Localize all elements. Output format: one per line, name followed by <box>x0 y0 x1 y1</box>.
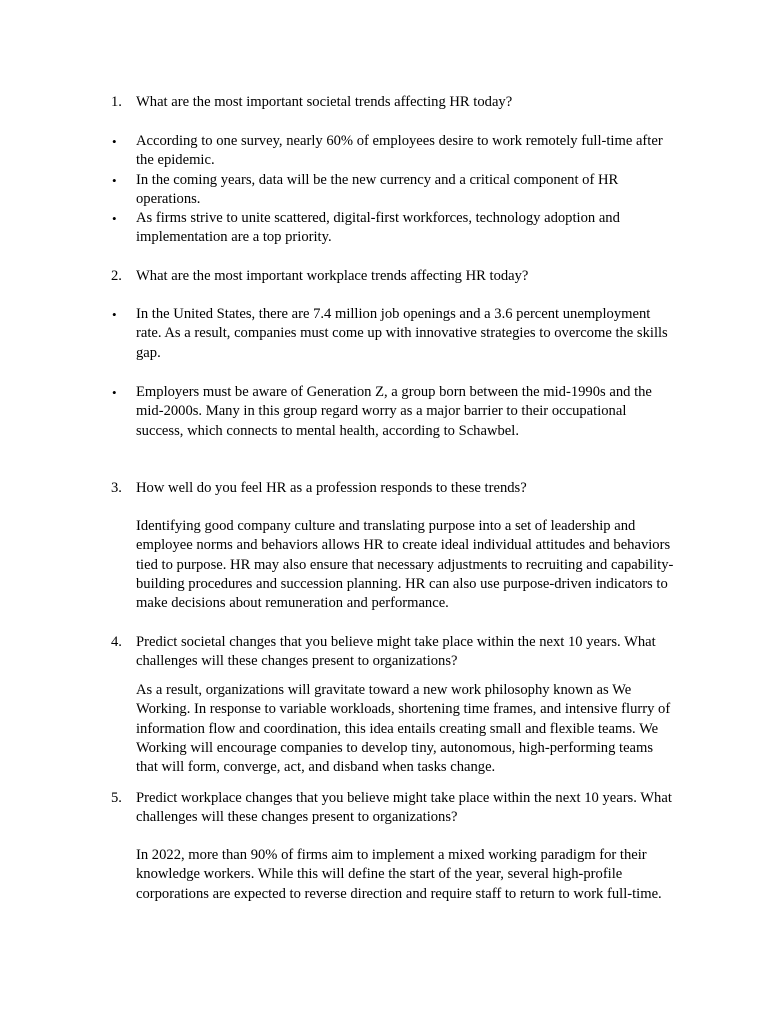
bullet-glyph: • <box>112 385 117 400</box>
bullet-glyph: • <box>112 134 117 149</box>
q1-bullet-1: According to one survey, nearly 60% of employees desire to work remotely full-time after the epidemic. <box>136 133 663 169</box>
question-2-text: What are the most important workplace trends affecting HR today? <box>136 268 529 284</box>
question-5-text: Predict workplace changes that you believe might take place within the next 10 years. What challenges will these changes present to organizations? <box>136 790 672 826</box>
question-1-text: What are the most important societal trends affecting HR today? <box>136 94 513 110</box>
answer-5-paragraph: In 2022, more than 90% of firms aim to implement a mixed working paradigm for their knowledge workers. While this will define the start of the year, several high-profile corporations are expected to reverse direction and require staff to return to work full-time. <box>136 847 662 902</box>
question-3-text: How well do you feel HR as a profession responds to these trends? <box>136 480 527 496</box>
q2-bullet-1: In the United States, there are 7.4 million job openings and a 3.6 percent unemployment rate. As a result, companies must come up with innovative strategies to overcome the skills gap. <box>136 306 668 361</box>
bullet-glyph: • <box>112 211 117 226</box>
answer-4-paragraph: As a result, organizations will gravitate toward a new work philosophy known as We Working. In response to variable workloads, shortening time frames, and intensive flurry of information flow and coordination, this idea entails creating small and flexible teams. We Working will encourage companies to develop tiny, autonomous, high-performing teams that will form, converge, act, and disband when tasks change. <box>136 682 671 776</box>
question-4-number: 4. <box>111 634 122 650</box>
q2-bullet-2: Employers must be aware of Generation Z, a group born between the mid-1990s and the mid-2000s. Many in this group regard worry as a major barrier to their occupational success, which connects to mental health, according to Schawbel. <box>136 384 652 439</box>
question-3-number: 3. <box>111 480 122 496</box>
question-2-number: 2. <box>111 268 122 284</box>
bullet-glyph: • <box>112 307 117 322</box>
answer-3-paragraph: Identifying good company culture and translating purpose into a set of leadership and employee norms and behaviors allows HR to create ideal individual attitudes and behaviors tied to purpose. HR may also ensure that necessary adjustments to recruiting and capability-building procedures and succession planning. HR can also use purpose-driven indicators to make decisions about remuneration and performance. <box>136 518 674 612</box>
question-5-number: 5. <box>111 790 122 806</box>
question-1-number: 1. <box>111 94 122 110</box>
bullet-glyph: • <box>112 173 117 188</box>
q1-bullet-3: As firms strive to unite scattered, digital-first workforces, technology adoption and implementation are a top priority. <box>136 210 620 246</box>
question-4-text: Predict societal changes that you believe might take place within the next 10 years. What challenges will these changes present to organizations? <box>136 634 656 670</box>
q1-bullet-2: In the coming years, data will be the new currency and a critical component of HR operations. <box>136 172 619 208</box>
